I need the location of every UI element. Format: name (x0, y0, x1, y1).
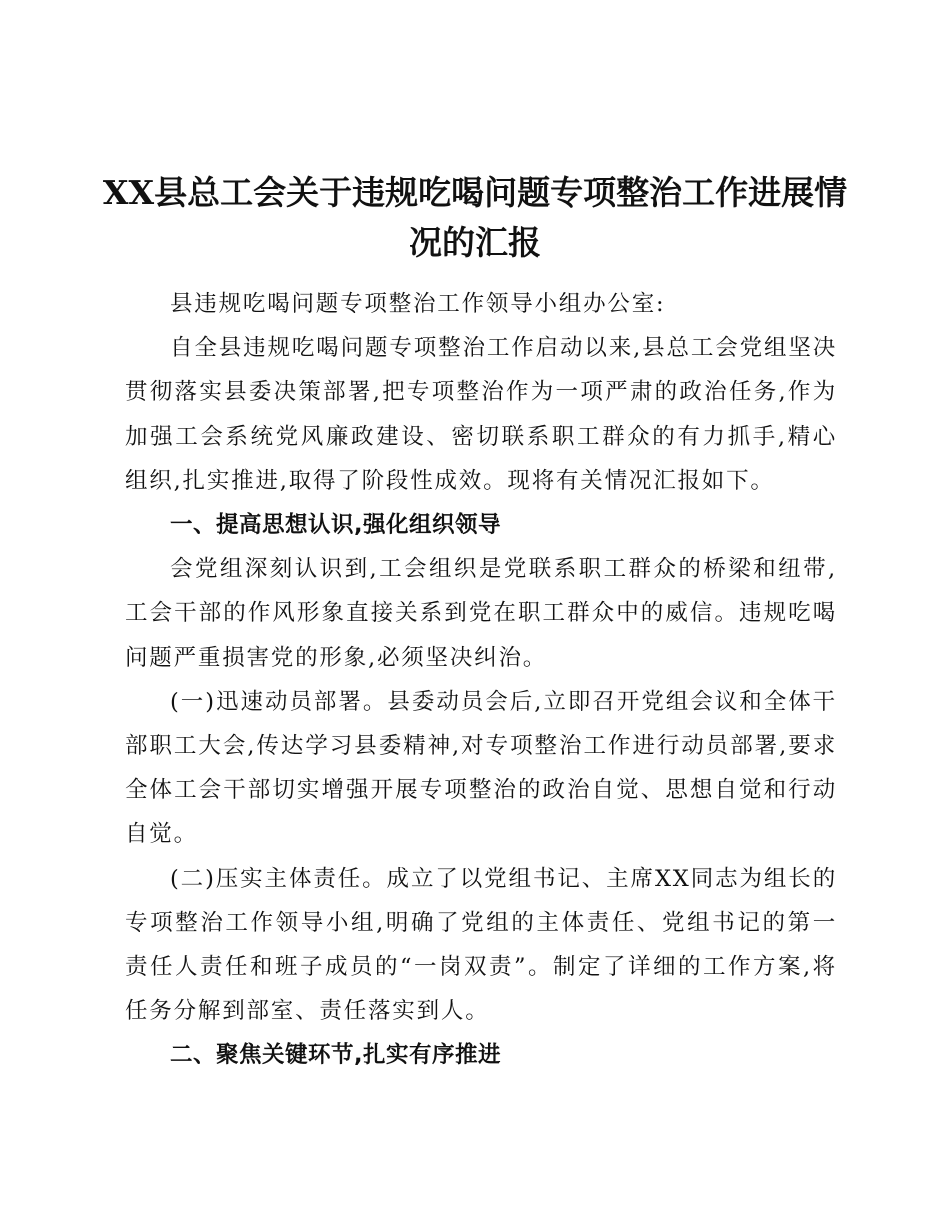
section-heading-1: 一、提高思想认识,强化组织领导 (170, 512, 502, 539)
intro-paragraph: 自全县违规吃喝问题专项整治工作启动以来,县总工会党组坚决贯彻落实县委决策部署,把专项整治作为一项严肃的政治任务,作为加强工会系统党风廉政建设、密切联系职工群众的有力抓手,精心组织,扎实推进,取得了阶段性成效。现将有关情况汇报如下。 (125, 335, 837, 494)
document-title: XX县总工会关于违规吃喝问题专项整治工作进展情况的汇报 (102, 173, 848, 262)
section-heading-2: 二、聚焦关键环节,扎实有序推进 (170, 1042, 502, 1069)
salutation: 县违规吃喝问题专项整治工作领导小组办公室: (170, 291, 666, 317)
document-body (125, 282, 837, 1078)
item-2-paragraph: (二)压实主体责任。成立了以党组书记、主席XX同志为组长的专项整治工作领导小组,明确了党组的主体责任、党组书记的第一责任人责任和班子成员的“一岗双责”。制定了详细的工作方案,将任务分解到部室、责任落实到人。 (125, 865, 837, 1025)
item-1-paragraph: (一)迅速动员部署。县委动员会后,立即召开党组会议和全体干部职工大会,传达学习县委精神,对专项整治工作进行动员部署,要求全体工会干部切实增强开展专项整治的政治自觉、思想自觉和行动自觉。 (125, 688, 837, 848)
section-1-paragraph: 会党组深刻认识到,工会组织是党联系职工群众的桥梁和纽带,工会干部的作风形象直接关系到党在职工群众中的威信。违规吃喝问题严重损害党的形象,必须坚决纠治。 (125, 556, 837, 671)
